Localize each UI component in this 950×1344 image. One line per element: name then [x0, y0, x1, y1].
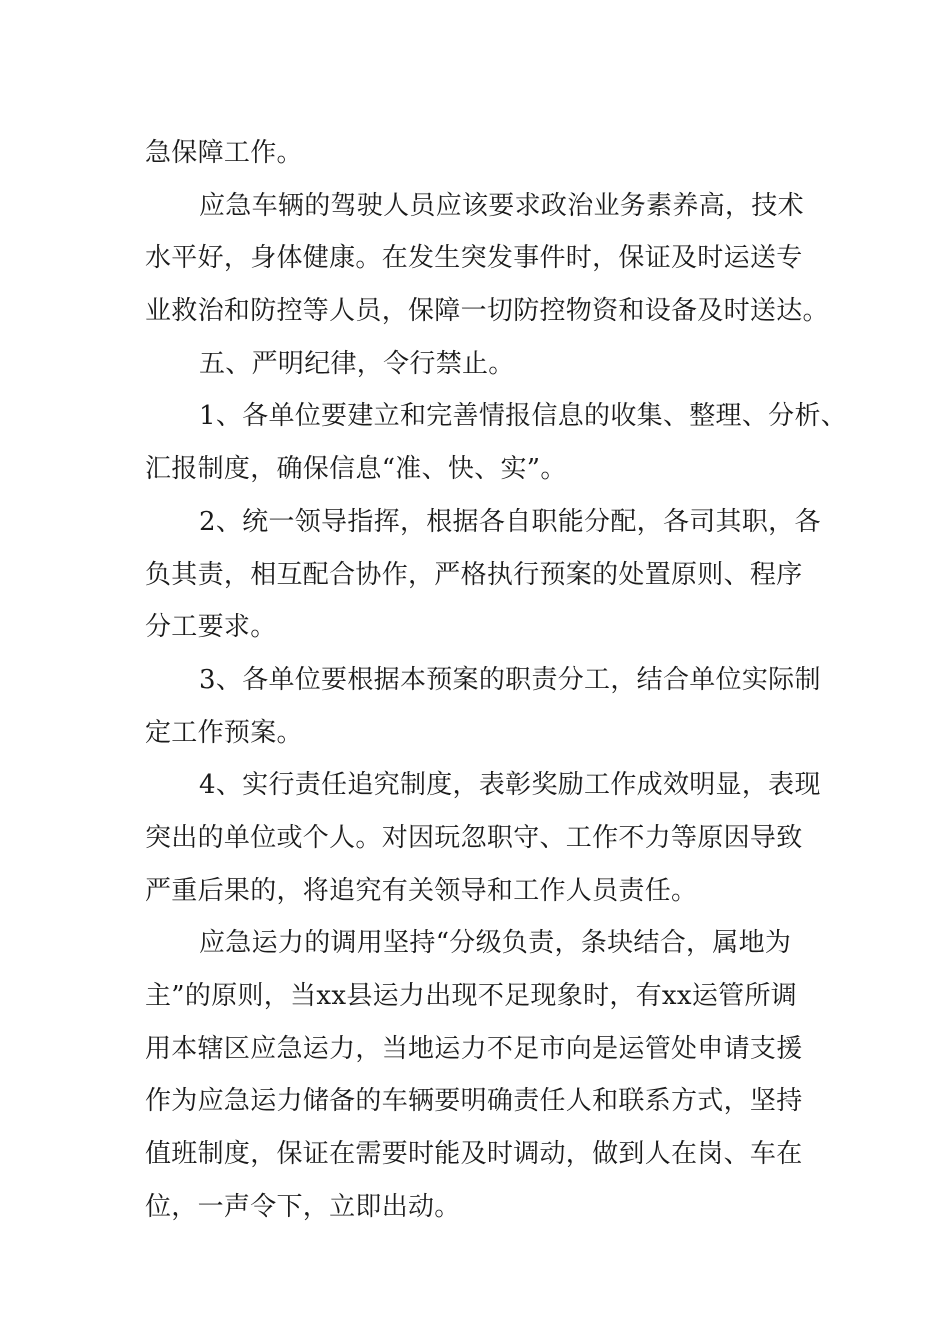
text-line: 水平好，身体健康。在发生突发事件时，保证及时运送专 — [145, 243, 803, 274]
text-line: 主”的原则，当xx县运力出现不足现象时，有xx运管所调 — [145, 981, 798, 1011]
text-line: 分工要求。 — [145, 612, 277, 643]
text-line: 严重后果的，将追究有关领导和工作人员责任。 — [145, 875, 698, 906]
text-line: 突出的单位或个人。对因玩忽职守、工作不力等原因导致 — [145, 822, 803, 853]
text-line: 值班制度，保证在需要时能及时调动，做到人在岗、车在 — [145, 1139, 803, 1170]
text-line: 1、各单位要建立和完善情报信息的收集、整理、分析、 — [199, 401, 848, 432]
text-line: 用本辖区应急运力，当地运力不足市向是运管处申请支援 — [145, 1033, 803, 1064]
document-body — [145, 127, 848, 1233]
text-line: 3、各单位要根据本预案的职责分工，结合单位实际制 — [199, 664, 821, 695]
text-line: 急保障工作。 — [145, 138, 303, 168]
text-line: 负其责，相互配合协作，严格执行预案的处置原则、程序 — [145, 559, 803, 590]
text-line: 位，一声令下，立即出动。 — [145, 1191, 461, 1222]
text-line: 4、实行责任追究制度，表彰奖励工作成效明显，表现 — [199, 770, 821, 801]
text-line: 应急运力的调用坚持“分级负责，条块结合，属地为 — [199, 928, 792, 959]
text-line: 2、统一领导指挥，根据各自职能分配，各司其职，各 — [199, 506, 821, 537]
text-line: 汇报制度，确保信息“准、快、实”。 — [145, 454, 567, 485]
text-line: 业救治和防控等人员，保障一切防控物资和设备及时送达。 — [145, 296, 829, 327]
text-line: 定工作预案。 — [145, 717, 303, 748]
text-line: 应急车辆的驾驶人员应该要求政治业务素养高，技术 — [199, 190, 804, 221]
text-line: 作为应急运力储备的车辆要明确责任人和联系方式，坚持 — [145, 1086, 803, 1117]
section-heading: 五、严明纪律，令行禁止。 — [199, 348, 515, 379]
